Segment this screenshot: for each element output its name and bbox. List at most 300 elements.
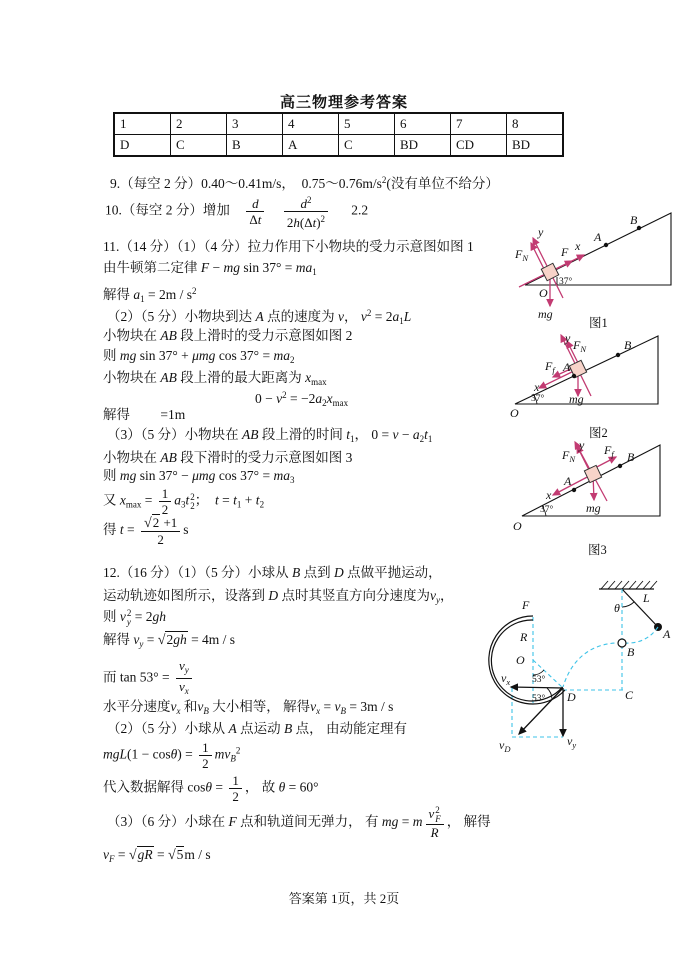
page-footer: 答案第 1页，共 2页 (288, 891, 400, 906)
text-run: D (268, 588, 279, 603)
text-run (159, 486, 172, 502)
text-run: 9.（每空 2 分）0.40～0.41m/s， 0.75～0.76m/s (110, 176, 382, 191)
text-run: − (398, 427, 413, 442)
text-run: 1 (427, 434, 433, 444)
solution-line-q11a (103, 237, 474, 257)
text-run: t (119, 522, 124, 538)
text-run: = (153, 847, 168, 862)
origin-label: O (513, 519, 522, 533)
point-A-dot (572, 374, 576, 378)
text-run: 3 (181, 499, 186, 510)
text-run (152, 514, 161, 530)
text-run (144, 515, 160, 530)
text-run: t (257, 212, 262, 227)
text-run: ， 解得 (446, 814, 491, 830)
table-cell: 2 (171, 113, 227, 135)
text-run: 2 (190, 500, 195, 511)
table-cell: 3 (227, 113, 283, 135)
text-run: 段上滑的时间 (258, 427, 347, 442)
text-run: 11.（14 分）（1）（4 分）拉力作用下小物块的受力示意图如图 1 (103, 239, 474, 254)
solution-line-q12h (103, 740, 240, 771)
text-run: = 4m / s (187, 632, 236, 647)
text-run: D (334, 565, 344, 580)
point-B-label: B (627, 645, 635, 659)
text-run: v (170, 699, 177, 714)
text-run: μmg (192, 348, 216, 363)
text-run: 2 (286, 215, 294, 230)
text-run: v (197, 699, 204, 714)
text-run: 2 (322, 398, 327, 408)
point-B-label: B (630, 213, 638, 227)
solution-line-q11j (107, 425, 432, 449)
figure-12-trajectory-diagram (475, 560, 688, 785)
text-run: （2）（5 分）小物块到达 (107, 309, 256, 324)
text-run: = 2m / s (144, 287, 192, 302)
text-run (284, 212, 328, 230)
text-run: = 60° (285, 779, 319, 795)
table-cell: 8 (507, 113, 564, 135)
text-run: 2 (157, 532, 164, 547)
text-run: t (424, 427, 428, 442)
solution-line-q9 (110, 170, 499, 194)
text-run: 1 (232, 773, 239, 788)
text-run: = (114, 847, 129, 862)
force-Ff-label (603, 443, 615, 459)
text-run: 而 tan 53° = (103, 669, 174, 685)
text-run: = 2 (371, 309, 393, 324)
text-run (176, 679, 192, 699)
label-Ff-sub: f (552, 365, 555, 375)
text-run: 段下滑时的受力示意图如图 3 (176, 450, 353, 465)
text-run: F (228, 814, 237, 830)
solution-line-q11i (103, 405, 185, 425)
text-run: ， (440, 588, 454, 603)
text-run: 2 (419, 434, 425, 444)
text-run: v (338, 309, 344, 324)
text-run: 小物块在 (103, 450, 161, 465)
text-run: A (228, 721, 237, 736)
text-run (229, 773, 242, 804)
text-run: A (255, 309, 264, 324)
text-run: = (212, 779, 227, 795)
text-run: − (209, 260, 224, 275)
text-run: = (143, 632, 158, 647)
table-cell: 6 (395, 113, 451, 135)
label-vx-main: v (501, 671, 507, 685)
text-run: 点， 由动能定理有 (292, 721, 407, 736)
text-run (159, 486, 172, 517)
text-run: max (332, 398, 349, 408)
point-A-dot (572, 488, 576, 492)
trajectory-curve (563, 627, 658, 687)
force-FN-label (514, 247, 529, 263)
text-run: y (184, 665, 189, 675)
text-run: gh (173, 632, 187, 647)
text-run: 由牛顿第二定律 (103, 260, 201, 275)
label-vD-main: v (499, 738, 505, 752)
text-run: m (412, 814, 423, 830)
text-run: 10.（每空 2 分）增加 (105, 202, 244, 218)
text-run: (Δ (299, 215, 313, 230)
text-run: = (320, 699, 335, 714)
text-run: θ (205, 779, 213, 795)
table-cell: 7 (451, 113, 507, 135)
text-run: t (312, 215, 317, 230)
point-B-dot (618, 464, 622, 468)
label-Ff-main: F (545, 359, 553, 373)
text-run: sin 37° + (136, 348, 193, 363)
text-run: y (139, 639, 144, 649)
text-run: 大小相等， 解得 (208, 699, 311, 714)
text-run: y (436, 595, 440, 605)
x-axis-label: x (546, 488, 552, 502)
text-run: ) (316, 215, 321, 230)
text-run: 点做平抛运动， (343, 565, 442, 580)
solution-line-q11m (103, 486, 264, 517)
text-run: ma (295, 260, 313, 275)
text-run (426, 825, 444, 840)
text-run (199, 756, 212, 771)
text-run: ； (194, 492, 216, 508)
table-cell: 1 (114, 113, 171, 135)
force-mg-label: mg (538, 307, 553, 321)
text-run: 则 (103, 609, 120, 624)
text-run: mg (223, 260, 240, 275)
text-run: 又 (103, 492, 120, 508)
figure-2-force-diagram (503, 333, 688, 441)
table-cell: 5 (339, 113, 395, 135)
text-run: 点到 (300, 565, 334, 580)
theta-label: θ (614, 601, 620, 615)
table-cell: C (171, 135, 227, 157)
text-run: mg (119, 348, 137, 363)
text-run: 解得 (103, 632, 134, 647)
text-run: 则 (103, 468, 120, 483)
table-cell: BD (395, 135, 451, 157)
force-mg-label: mg (569, 392, 584, 406)
text-run: v (334, 699, 341, 714)
text-run: t (215, 492, 219, 508)
text-run: θ (278, 779, 286, 795)
text-run: cos 37° = (215, 468, 274, 483)
text-run (137, 846, 154, 862)
solution-line-q12a (103, 563, 442, 583)
text-run: = (218, 492, 234, 508)
text-run (199, 740, 212, 771)
text-run: 1 (399, 316, 404, 326)
text-run: a (392, 309, 400, 324)
text-run: √ (128, 848, 137, 863)
text-run: 1 (140, 294, 145, 304)
text-run: 2 (435, 805, 440, 816)
point-B-label: B (627, 450, 635, 464)
text-run (246, 212, 264, 227)
label-FN-sub: N (580, 344, 587, 354)
text-run: mv (214, 746, 231, 762)
text-run: 点运动 (236, 721, 284, 736)
force-FN-label (572, 338, 587, 354)
text-run: 水平分速度 (103, 699, 171, 714)
text-run: 5 (176, 847, 184, 862)
text-run: = 3m / s (346, 699, 394, 714)
solution-line-q11n (103, 515, 189, 547)
text-run: 12.（16 分）（1）（5 分）小球从 (103, 565, 292, 580)
text-run: F (109, 854, 115, 864)
text-run: F (200, 260, 210, 275)
text-run: (1 − cos (127, 746, 171, 762)
point-B-label: B (624, 338, 632, 352)
solution-line-q11k (103, 448, 352, 468)
text-run: cos 37° = (215, 348, 274, 363)
string-length-label: L (643, 591, 650, 605)
text-run: 2 (282, 390, 287, 400)
text-run: x (305, 370, 312, 385)
text-run: B (230, 753, 236, 764)
text-run: ma (273, 348, 290, 363)
text-run: a (315, 391, 323, 406)
text-run: ma (273, 468, 290, 483)
text-run: θ (170, 746, 178, 762)
text-run (267, 203, 281, 218)
origin-label: O (539, 286, 548, 300)
label-Ff-main: F (604, 443, 612, 457)
label-vD-sub: D (504, 744, 511, 754)
answer-table-header-row (114, 113, 563, 135)
text-run: （3）（6 分）小球在 (107, 814, 229, 830)
text-run: = (123, 522, 139, 538)
text-run: max (125, 499, 142, 510)
radius-label: R (520, 630, 528, 644)
text-run: 3 (289, 475, 295, 485)
text-run: d (300, 196, 307, 211)
text-run: ， 故 (244, 779, 279, 795)
figure-1-force-diagram (505, 205, 688, 335)
text-run (129, 847, 154, 862)
vD-label (499, 738, 511, 754)
table-cell: 4 (283, 113, 339, 135)
ceiling-hatch (601, 581, 657, 589)
block-on-incline (584, 465, 601, 482)
point-F-label: F (522, 598, 530, 612)
vy-label (567, 734, 576, 750)
text-run: a (133, 287, 141, 302)
text-run: 2 (381, 175, 387, 185)
text-run: 2.2 (331, 202, 369, 218)
text-run: = (141, 492, 156, 508)
point-A-label: A (663, 627, 671, 641)
text-run: sin 37° − (136, 468, 193, 483)
block-on-incline (541, 263, 558, 280)
point-A-dot (604, 243, 608, 247)
construction-lines (512, 589, 658, 737)
text-run: B (203, 706, 209, 716)
vx-label (501, 671, 510, 687)
text-run: a (174, 492, 181, 508)
text-run: mg (119, 468, 137, 483)
text-run: B (340, 706, 346, 716)
solution-line-q12g (107, 719, 407, 739)
text-run: v (392, 427, 399, 442)
origin-label: O (510, 406, 519, 420)
text-run: h (293, 215, 300, 230)
text-run: 解得 =1m (103, 407, 186, 422)
text-run (158, 632, 188, 647)
text-run (284, 193, 328, 212)
text-run (165, 631, 187, 647)
text-run: 2 (320, 214, 326, 224)
table-cell: B (227, 135, 283, 157)
text-run: F (435, 814, 441, 825)
figure-1-caption: 图1 (589, 316, 608, 330)
solution-line-q11f (103, 346, 294, 370)
text-run: t (185, 492, 190, 508)
text-run: + (241, 492, 256, 508)
text-run: 0 − (255, 391, 277, 406)
text-run: L (403, 309, 412, 324)
text-run: v (428, 806, 435, 821)
text-run: 2 (152, 515, 160, 530)
text-run: 2 (190, 491, 195, 502)
force-mg-label: mg (586, 501, 601, 515)
text-run: x (184, 686, 189, 696)
text-run: 运动轨迹如图所示，设落到 (103, 588, 269, 603)
text-run: max (311, 377, 327, 387)
pendulum-string (622, 589, 658, 627)
text-run: 2 (192, 286, 197, 296)
text-run: = (398, 814, 413, 830)
answer-table (113, 112, 564, 157)
angle-label: 37° (559, 277, 573, 287)
text-run: AB (160, 370, 177, 385)
point-D-label: D (567, 690, 576, 704)
text-run: 2 (306, 195, 312, 205)
label-FN-main: F (515, 247, 523, 261)
text-run: AB (242, 427, 259, 442)
text-run: 2 (259, 499, 265, 510)
text-run: 点的速度为 (263, 309, 338, 324)
force-Ff-label (544, 359, 556, 375)
text-run: AB (160, 450, 177, 465)
point-A-label: A (564, 474, 572, 488)
table-cell: A (283, 135, 339, 157)
text-run: gR (137, 847, 153, 862)
text-run: √ (157, 633, 166, 648)
text-run (168, 847, 184, 862)
text-run: = 2 (131, 609, 153, 624)
point-A-label: A (563, 360, 571, 374)
text-run: mg (381, 814, 399, 830)
y-axis-label: y (565, 333, 571, 345)
label-FN-main: F (562, 448, 570, 462)
text-run: （3）（5 分）小物块在 (107, 427, 242, 442)
text-run (141, 515, 180, 532)
text-run: m / s (184, 847, 211, 862)
text-run: 2 (289, 355, 295, 365)
angle-label: 37° (531, 394, 545, 404)
text-run: AB (160, 328, 177, 343)
text-run: t (346, 427, 351, 442)
angle1-label: 53° (532, 675, 546, 685)
point-B-circle (618, 639, 626, 647)
text-run: (没有单位不给分） (386, 176, 499, 191)
text-run (284, 193, 328, 230)
text-run: 小物块在 (103, 328, 161, 343)
text-run (246, 196, 264, 227)
text-run (435, 806, 441, 824)
text-run: x (326, 391, 333, 406)
text-run: 1 (350, 434, 355, 444)
y-axis-label: y (579, 440, 585, 452)
page-title: 高三物理参考答案 (279, 95, 408, 111)
text-run: 则 (103, 348, 120, 363)
label-vy-main: v (567, 734, 573, 748)
table-cell: C (339, 135, 395, 157)
text-run: 2 (202, 756, 209, 771)
label-Ff-sub: f (611, 449, 614, 459)
label-FN-sub: N (569, 454, 576, 464)
solution-line-q10 (105, 193, 368, 230)
text-run: 段上滑的最大距离为 (176, 370, 306, 385)
text-run: √ (167, 848, 176, 863)
text-run: 解得 (103, 287, 134, 302)
text-run: 得 (103, 522, 120, 538)
text-run: 1 (202, 740, 209, 755)
block-on-incline (569, 360, 586, 377)
solution-line-q12d (103, 630, 235, 654)
text-run: 和 (180, 699, 198, 714)
figure-3-force-diagram (500, 440, 688, 558)
text-run: v (133, 632, 140, 647)
text-run: 点和轨道间无弹力， 有 (236, 814, 382, 830)
text-run: gh (152, 609, 166, 624)
label-FN-sub: N (522, 253, 529, 263)
label-vx-sub: x (506, 677, 511, 687)
text-run: t (233, 492, 237, 508)
text-run: √ (144, 516, 152, 531)
table-cell: D (114, 135, 171, 157)
point-B-dot (616, 353, 620, 357)
text-run: 2 (126, 607, 132, 618)
text-run: 小物块在 (103, 370, 161, 385)
point-C-label: C (625, 688, 634, 702)
text-run: v (103, 847, 109, 862)
text-run: 1 (161, 486, 169, 501)
text-run (176, 658, 192, 699)
text-run: ) = (177, 746, 197, 762)
text-run: 2 (232, 789, 239, 804)
table-cell: BD (507, 135, 564, 157)
solution-line-q12k (103, 845, 211, 869)
text-run: = −2 (286, 391, 316, 406)
text-run: mgL (103, 746, 128, 762)
solution-line-q12e (103, 658, 195, 699)
text-run (141, 532, 180, 547)
solution-line-q12i (103, 773, 319, 804)
text-run: 段上滑时的受力示意图如图 2 (176, 328, 353, 343)
angle-label: 37° (540, 505, 554, 515)
solution-line-q12f (103, 697, 393, 721)
solution-line-q11e (103, 326, 352, 346)
text-run (246, 196, 264, 212)
text-run: +1 (160, 515, 178, 530)
text-run: R (430, 825, 439, 841)
angle2-label: 53° (532, 694, 546, 704)
text-run: s (183, 522, 189, 538)
text-run: 2 (366, 308, 372, 318)
y-axis-label: y (538, 225, 544, 239)
text-run: B (292, 565, 301, 580)
text-run: v (310, 699, 317, 714)
